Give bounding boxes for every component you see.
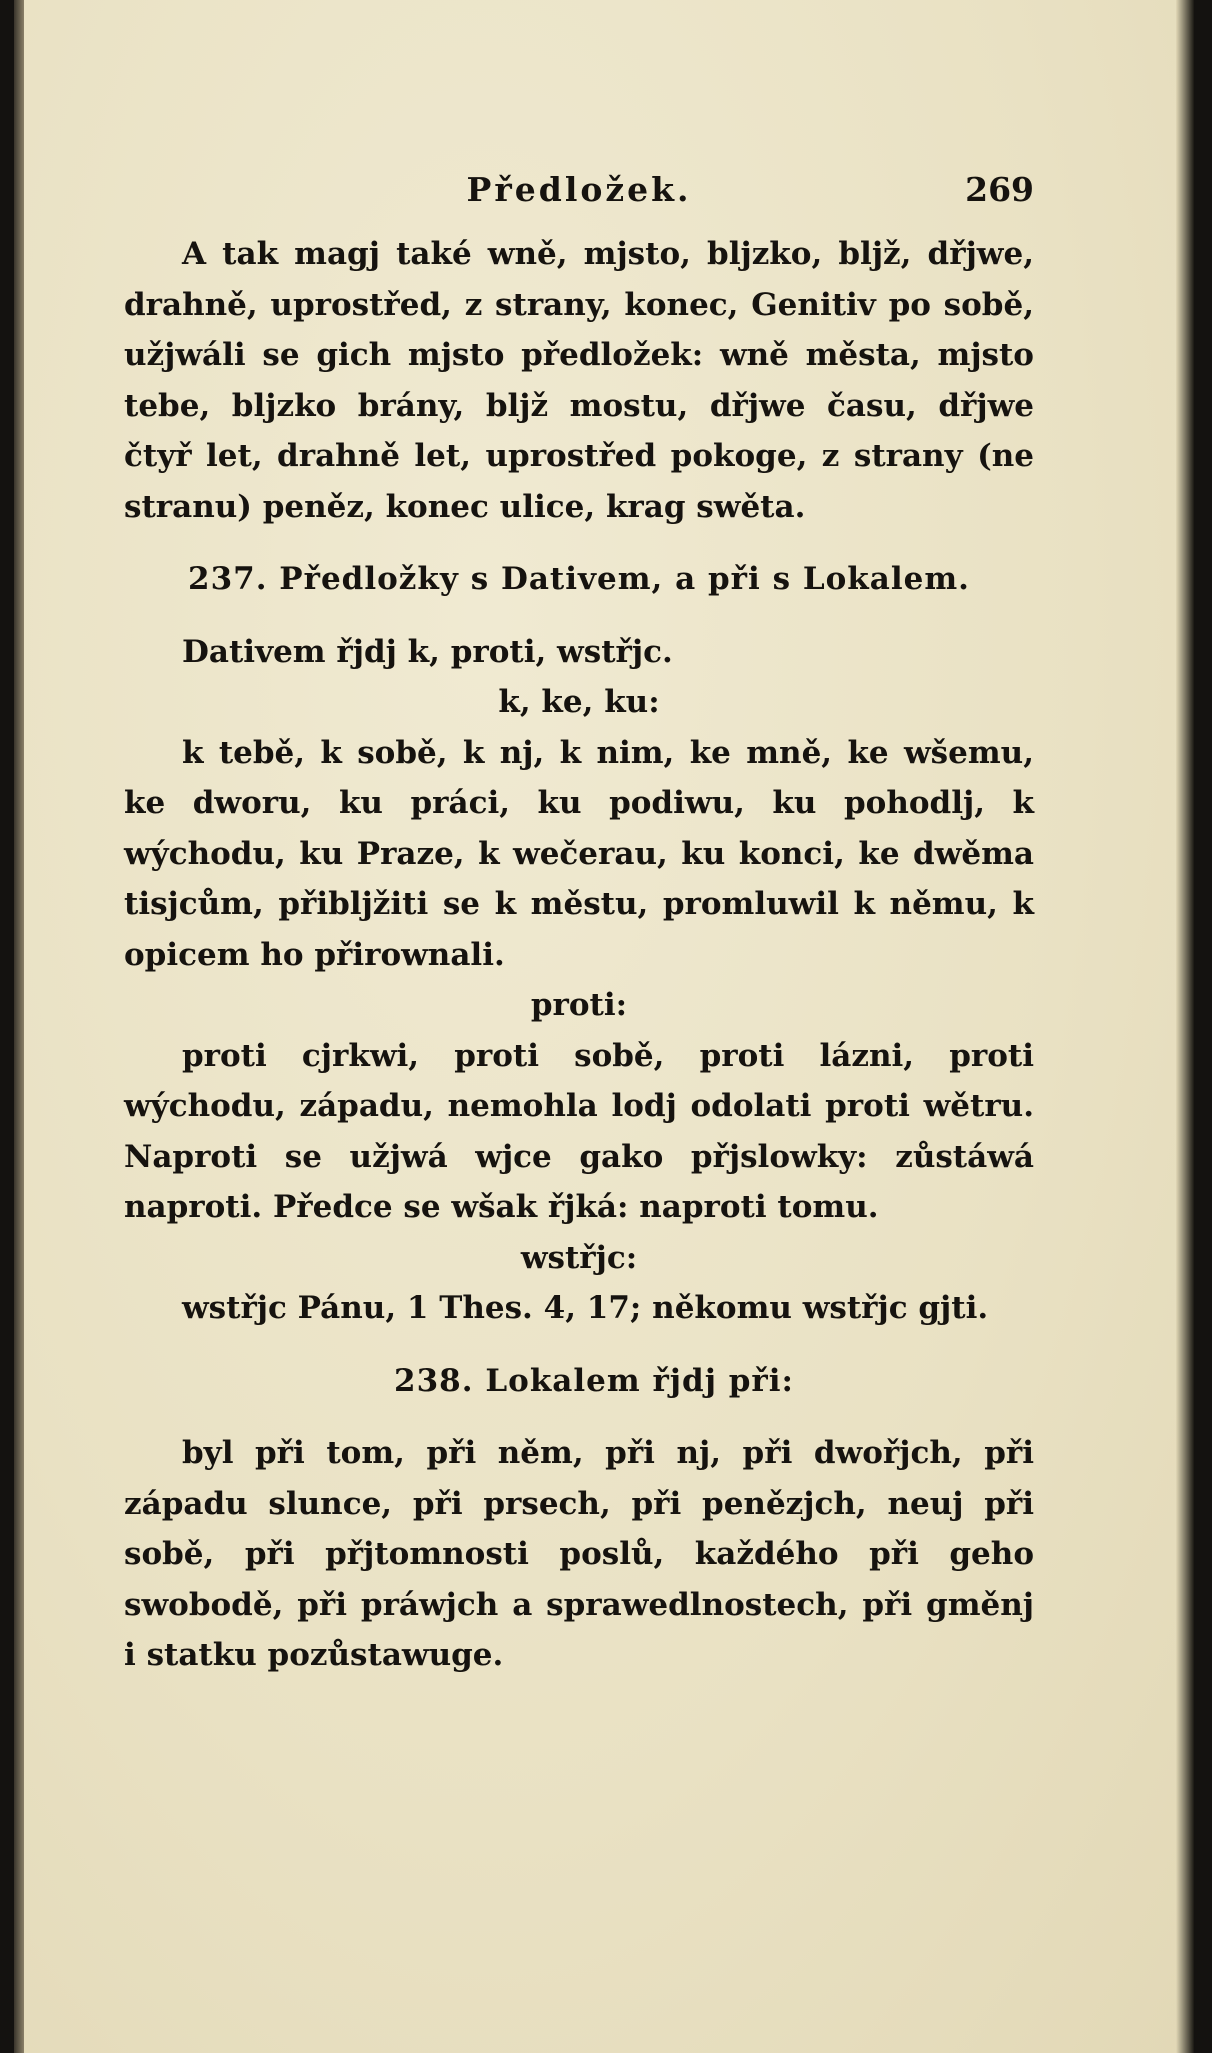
- book-spine-shadow: [14, 0, 24, 2053]
- page-number: 269: [965, 170, 1034, 209]
- paragraph-k-examples: k tebě, k sobě, k nj, k nim, ke mně, ke wšemu, ke dworu, ku práci, ku podiwu, ku pohodlj, k wýchodu, ku Praze, k wečerau, ku konci, ke dwěma tisjcům, přibljžiti se k městu, promluwil k němu, k opicem ho přirownali.: [124, 734, 1034, 973]
- paragraph-pri-examples: byl při tom, při něm, při nj, při dwořjch, při západu slunce, při prsech, při penězjch, neuj při sobě, při přjtomnosti poslů, každého při geho swobodě, při práwjch a sprawedlnostech, při gměnj i statku pozůstawuge.: [124, 1435, 1034, 1673]
- paragraph-wstrjc-examples: wstřjc Pánu, 1 Thes. 4, 17; někomu wstřjc gjti.: [182, 1290, 989, 1326]
- subheading-proti: proti:: [530, 987, 628, 1023]
- paragraph-proti-examples: proti cjrkwi, proti sobě, proti lázni, proti wýchodu, západu, nemohla lodj odolati proti wětru. Naproti se užjwá wjce gako přjslowky: zůstáwá naproti. Předce se wšak řjká: naproti tomu.: [124, 1037, 1034, 1225]
- dative-intro: Dativem řjdj k, proti, wstřjc.: [182, 633, 673, 670]
- running-head: Předložek.: [466, 170, 692, 209]
- section-237-heading: 237. Předložky s Dativem, a při s Lokalem.: [188, 561, 970, 597]
- book-page: [14, 0, 1194, 2053]
- page-edge-shadow: [1176, 0, 1194, 2053]
- subheading-wstrjc: wstřjc:: [520, 1239, 638, 1276]
- page-text: [124, 165, 1034, 1681]
- page-header: [124, 165, 1034, 229]
- subheading-k: k, ke, ku:: [498, 684, 660, 720]
- section-238-heading: 238. Lokalem řjdj při:: [394, 1362, 794, 1399]
- paragraph-genitive-adverbs: A tak magj také wně, mjsto, bljzko, bljž, dřjwe, drahně, uprostřed, z strany, konec, Genitiv po sobě, užjwáli se gich mjsto předložek: wně města, mjsto tebe, bljzko brány, bljž mostu, dřjwe času, dřjwe čtyř let, drahně let, uprostřed pokoge, z strany (ne stranu) peněz, konec ulice, krag swěta.: [124, 236, 1034, 525]
